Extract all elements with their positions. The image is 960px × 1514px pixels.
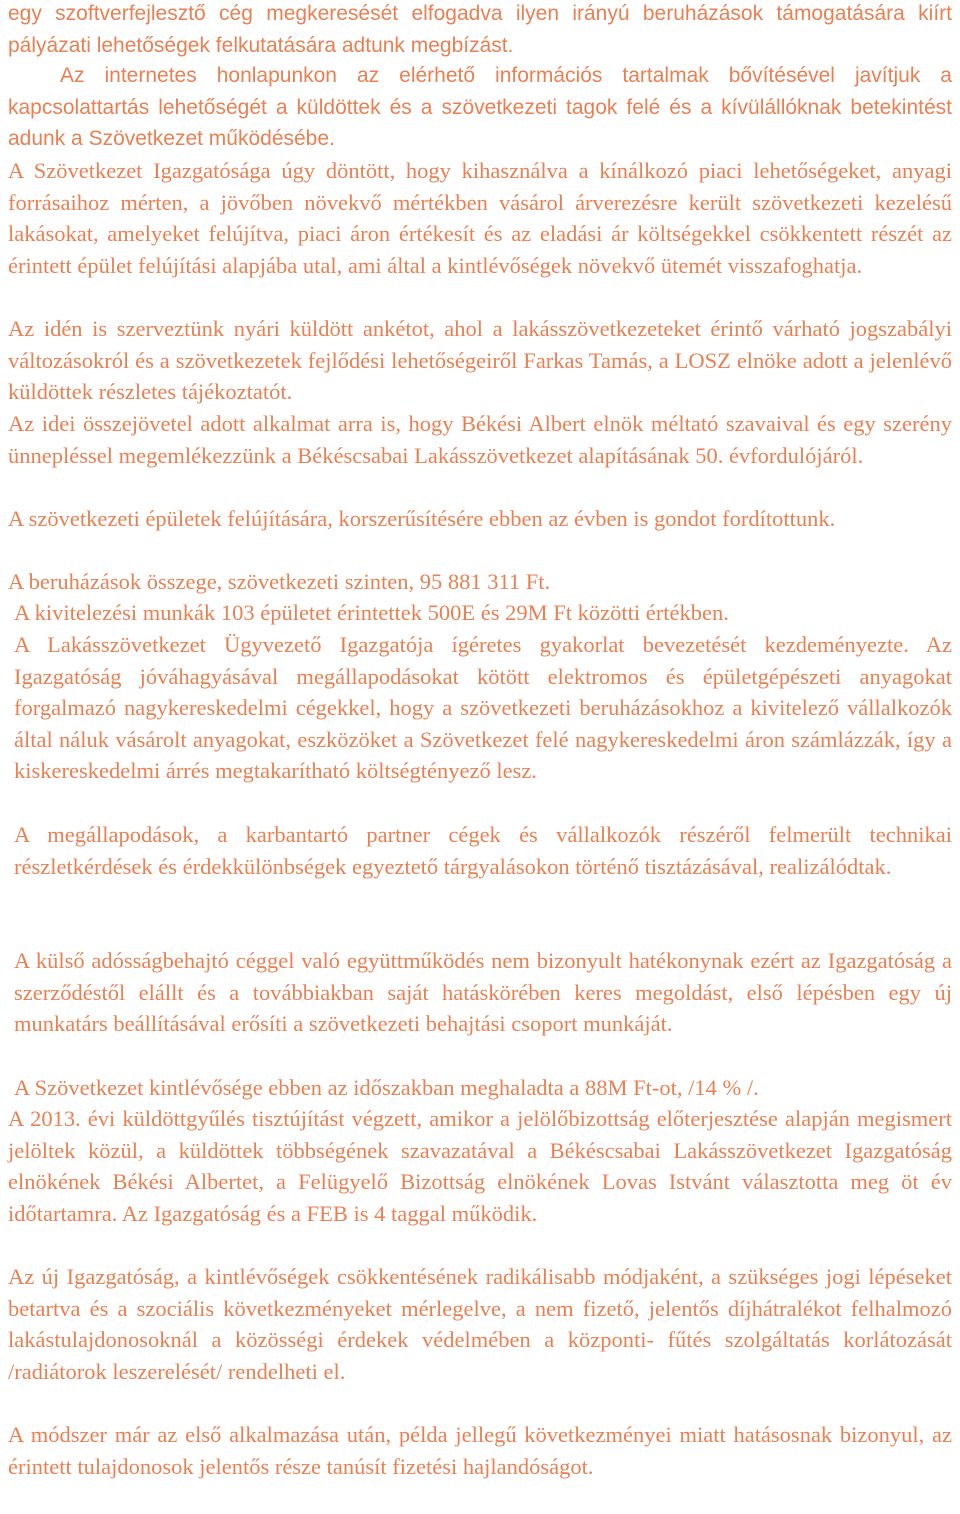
paragraph-anniversary: Az idei összejövetel adott alkalmat arra is, hogy Békési Albert elnök méltató szavaival és egy szerény ünnepléssel megemlékezzünk a Békéscsabai Lakásszövetkezet alapításának 50. évfordulójáról. [8,411,952,468]
paragraph-investment-total: A beruházások összege, szövetkezeti szinten, 95 881 311 Ft. [8,569,551,594]
paragraph-agreements: A megállapodások, a karbantartó partner cégek és vállalkozók részéről felmerült technikai részletkérdések és érdekkülönbségek egyeztető tárgyalásokon történő tisztázásával, realizálódtak. [14,822,952,879]
paragraph-continuation: egy szoftverfejlesztő cég megkeresését elfogadva ilyen irányú beruházások támogatására kiírt pályázati lehetőségek felkutatására adtunk megbízást. [8,2,952,57]
paragraph-election: A 2013. évi küldöttgyűlés tisztújítást végzett, amikor a jelölőbizottság előterjesztése alapján megismert jelöltek közül, a küldöttek többségének szavazatával a Békéscsabai Lakásszövetkezet Igazgatóság elnökének Békési Albertet, a Felügyelő Bizottság elnökének Lovas Istvánt választotta meg öt év időtartamra. Az Igazgatóság és a FEB is 4 taggal működik. [8,1106,952,1226]
paragraph-debt-collection: A külső adósságbehajtó céggel való együttműködés nem bizonyult hatékonynak ezért az Igazgatóság a szerződéstől elállt és a továbbiakban saját hatáskörében keres megoldást, első lépésben egy új munkatárs beállításával erősíti a szövetkezeti behajtási csoport munkáját. [14,948,952,1037]
paragraph-website: Az internetes honlapunkon az elérhető információs tartalmak bővítésével javítjuk a kapcsolattartás lehetőségét a küldöttek és a szövetkezeti tagok felé és a kívülállóknak betekintést adunk a Szövetkezet működésébe. [8,64,952,151]
paragraph-heating-restriction: Az új Igazgatóság, a kintlévőségek csökkentésének radikálisabb módjaként, a szükséges jogi lépéseket betartva és a szociális következményeket mérlegelve, a nem fizető, jelentős díjhátralékot felhalmozó lakástulajdonosoknál a közösségi érdekek védelmében a központi- fűtés szolgáltatás korlátozását /radiátorok leszerelését/ rendelheti el. [8,1264,952,1384]
paragraph-renovation: A szövetkezeti épületek felújítására, korszerűsítésére ebben az évben is gondot fordítottunk. [8,506,836,531]
paragraph-method-results: A módszer már az első alkalmazása után, példa jellegű következményei miatt hatásosnak bizonyul, az érintett tulajdonosok jelentős része tanúsít fizetési hajlandóságot. [8,1422,952,1479]
paragraph-summer-conference: Az idén is szerveztünk nyári küldött ankétot, ahol a lakásszövetkezeteket érintő várható jogszabályi változásokról és a szövetkezetek fejlődési lehetőségeiről Farkas Tamás, a LOSZ elnöke adott a jelenlévő küldöttek részletes tájékoztatót. [8,316,952,405]
paragraph-works-scope: A kivitelezési munkák 103 épületet érintettek 500E és 29M Ft közötti értékben. [14,600,729,625]
paragraph-wholesale-practice: A Lakásszövetkezet Ügyvezető Igazgatója ígéretes gyakorlat bevezetését kezdeményezte. Az Igazgatóság jóváhagyásával megállapodásokat kötött elektromos és épületgépészeti anyagokat forgalmazó nagykereskedelmi cégekkel, hogy a szövetkezeti beruházásokhoz a kivitelező vállalkozók által náluk vásárolt anyagokat, eszközöket a Szövetkezet felé nagykereskedelmi áron számlázzák, így a kiskereskedelmi árrés megtakarítható költségtényező lesz. [14,632,952,784]
paragraph-receivables: A Szövetkezet kintlévősége ebben az időszakban meghaladta a 88M Ft-ot, /14 % /. [14,1075,759,1100]
paragraph-auction-apartments: A Szövetkezet Igazgatósága úgy döntött, hogy kihasználva a kínálkozó piaci lehetőségeket, anyagi forrásaihoz mérten, a jövőben növekvő mértékben vásárol árverezésre került szövetkezeti kezelésű lakásokat, amelyeket felújítva, piaci áron értékesít és az eladási ár költségekkel csökkentett részét az érintett épület felújítási alapjába utal, ami által a kintlévőségek növekvő ütemét visszafoghatja. [8,158,952,278]
